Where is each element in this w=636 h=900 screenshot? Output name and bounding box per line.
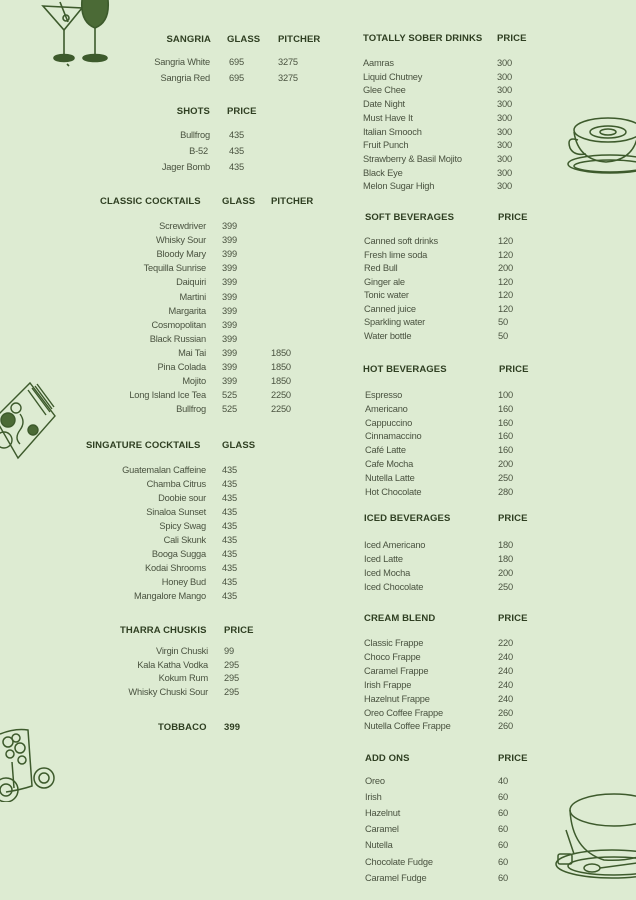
item-name: Bloody Mary — [156, 249, 206, 260]
item-price: 160 — [498, 417, 513, 428]
item-glass-price: 435 — [222, 465, 237, 475]
section-title: ADD ONS — [365, 753, 410, 764]
item-name: Kala Katha Vodka — [137, 659, 208, 670]
item-name: Honey Bud — [161, 577, 206, 587]
item-price: 60 — [498, 824, 508, 835]
item-name: Iced Chocolate — [364, 581, 424, 592]
item-name: Tequilla Sunrise — [143, 263, 206, 274]
item-price: 300 — [497, 153, 512, 164]
column-header-glass: GLASS — [227, 34, 261, 45]
item-price: 200 — [498, 263, 513, 273]
item-pitcher-price: 1850 — [271, 347, 291, 358]
item-pitcher-price: 1850 — [271, 376, 291, 387]
item-glass-price: 399 — [222, 291, 237, 302]
item-price: 435 — [229, 146, 244, 156]
coffee-cup-icon — [566, 112, 636, 177]
item-name: Spicy Swag — [159, 521, 206, 531]
item-price: 60 — [498, 840, 508, 851]
item-price: 60 — [498, 872, 508, 883]
item-name: Water bottle — [364, 330, 412, 341]
item-name: Mai Tai — [178, 347, 206, 358]
column-header-price: PRICE — [227, 106, 257, 117]
section-title: TOTALLY SOBER DRINKS — [363, 33, 483, 44]
item-price: 295 — [224, 687, 239, 698]
item-name: Iced Americano — [364, 540, 426, 550]
item-name: Cinnamaccino — [365, 431, 422, 442]
item-price: 180 — [498, 553, 513, 564]
item-name: Black Russian — [149, 333, 206, 344]
column-header-glass: GLASS — [222, 440, 256, 451]
item-price: 300 — [497, 99, 512, 110]
column-header-price: PRICE — [499, 364, 529, 375]
item-name: Liquid Chutney — [363, 71, 423, 82]
section-title: ICED BEVERAGES — [364, 513, 451, 524]
item-glass-price: 695 — [229, 57, 244, 67]
section-title: TOBBACO — [158, 722, 207, 733]
item-name: Americano — [365, 403, 408, 414]
column-header-price: PRICE — [498, 212, 528, 223]
item-glass-price: 399 — [222, 347, 237, 358]
item-price: 120 — [498, 236, 513, 246]
item-glass-price: 399 — [222, 235, 237, 246]
item-price: 160 — [498, 403, 513, 414]
item-glass-price: 399 — [222, 362, 237, 372]
item-name: Irish — [365, 792, 382, 803]
item-name: Guatemalan Caffeine — [122, 465, 206, 475]
section-title: HOT BEVERAGES — [363, 364, 447, 375]
item-price: 50 — [498, 330, 508, 341]
section-title: SOFT BEVERAGES — [365, 212, 455, 223]
item-name: Sangria Red — [160, 73, 210, 83]
item-price: 180 — [498, 540, 513, 550]
item-name: Iced Mocha — [364, 567, 411, 578]
item-price: 300 — [497, 167, 512, 178]
column-header-price: PRICE — [498, 753, 528, 764]
item-price: 300 — [497, 71, 512, 82]
item-name: Mojito — [182, 376, 206, 387]
item-name: Hot Chocolate — [365, 486, 422, 497]
item-name: Kokum Rum — [158, 673, 208, 684]
section-title: THARRA CHUSKIS — [120, 625, 207, 636]
item-pitcher-price: 1850 — [271, 362, 291, 372]
item-glass-price: 399 — [222, 319, 237, 330]
tobbaco-price: 399 — [224, 722, 241, 733]
section-title: CREAM BLEND — [364, 613, 436, 624]
item-price: 300 — [497, 112, 512, 123]
item-price: 300 — [497, 58, 512, 68]
item-name: Oreo — [365, 776, 385, 786]
item-price: 240 — [498, 679, 513, 690]
item-name: Whisky Chuski Sour — [128, 687, 208, 698]
item-name: Screwdriver — [159, 221, 206, 231]
item-price: 160 — [498, 445, 513, 456]
item-name: Long Island Ice Tea — [129, 390, 206, 401]
item-name: Booga Sugga — [151, 549, 206, 559]
item-price: 200 — [498, 459, 513, 469]
item-name: Caramel Frappe — [364, 665, 429, 676]
item-glass-price: 399 — [222, 305, 237, 316]
item-pitcher-price: 3275 — [278, 73, 298, 83]
item-glass-price: 435 — [222, 493, 237, 503]
item-name: Daiquiri — [176, 277, 206, 288]
item-price: 100 — [498, 390, 513, 400]
item-price: 220 — [498, 638, 513, 648]
item-price: 240 — [498, 651, 513, 662]
item-price: 300 — [497, 126, 512, 137]
tea-cup-icon — [554, 790, 636, 900]
item-price: 280 — [498, 486, 513, 497]
item-name: Irish Frappe — [364, 679, 412, 690]
item-glass-price: 525 — [222, 404, 237, 415]
item-glass-price: 435 — [222, 577, 237, 587]
item-price: 435 — [229, 130, 244, 140]
item-name: Pina Colada — [157, 362, 206, 372]
section-title: CLASSIC COCKTAILS — [100, 196, 201, 207]
item-name: Caramel Fudge — [365, 872, 427, 883]
item-name: Martini — [179, 291, 206, 302]
item-glass-price: 399 — [222, 333, 237, 344]
item-glass-price: 399 — [222, 249, 237, 260]
item-name: Ginger ale — [364, 276, 405, 287]
item-name: Chocolate Fudge — [365, 856, 433, 867]
item-name: Cafe Mocha — [365, 459, 414, 469]
item-price: 300 — [497, 140, 512, 151]
item-name: Fresh lime soda — [364, 249, 428, 260]
item-glass-price: 399 — [222, 263, 237, 274]
item-name: Black Eye — [363, 167, 403, 178]
item-name: Classic Frappe — [364, 638, 424, 648]
item-glass-price: 399 — [222, 376, 237, 387]
item-price: 295 — [224, 659, 239, 670]
column-header-price: PRICE — [498, 613, 528, 624]
item-glass-price: 435 — [222, 563, 237, 573]
item-name: Nutella Latte — [365, 472, 415, 483]
item-price: 300 — [497, 181, 512, 192]
column-header-price: PRICE — [498, 513, 528, 524]
glass-with-fruit-icon — [0, 720, 58, 802]
item-glass-price: 399 — [222, 277, 237, 288]
item-glass-price: 435 — [222, 535, 237, 545]
item-name: Fruit Punch — [363, 140, 409, 151]
item-price: 295 — [224, 673, 239, 684]
item-name: Canned juice — [364, 303, 416, 314]
item-price: 50 — [498, 317, 508, 327]
item-price: 120 — [498, 290, 513, 300]
item-glass-price: 399 — [222, 221, 237, 231]
column-header-price: PRICE — [497, 33, 527, 44]
juice-jar-icon — [0, 378, 60, 468]
item-name: B-52 — [189, 146, 208, 156]
item-name: Canned soft drinks — [364, 236, 438, 246]
section-title: SANGRIA — [166, 34, 211, 45]
item-price: 240 — [498, 693, 513, 704]
item-name: Sinaloa Sunset — [146, 507, 206, 517]
item-glass-price: 695 — [229, 73, 244, 83]
item-name: Virgin Chuski — [155, 646, 208, 656]
item-price: 435 — [229, 162, 244, 172]
item-name: Strawberry & Basil Mojito — [363, 153, 462, 164]
column-header-pitcher: PITCHER — [278, 34, 321, 45]
item-price: 120 — [498, 249, 513, 260]
item-name: Whisky Sour — [156, 235, 206, 246]
item-name: Bullfrog — [180, 130, 210, 140]
item-price: 99 — [224, 646, 234, 656]
item-glass-price: 435 — [222, 591, 237, 601]
item-price: 260 — [498, 707, 513, 718]
item-name: Hazelnut Frappe — [364, 693, 430, 704]
item-price: 240 — [498, 665, 513, 676]
item-name: Aamras — [363, 58, 394, 68]
item-glass-price: 435 — [222, 549, 237, 559]
item-name: Espresso — [365, 390, 403, 400]
item-pitcher-price: 3275 — [278, 57, 298, 67]
item-price: 250 — [498, 581, 513, 592]
column-header-pitcher: PITCHER — [271, 196, 314, 207]
item-price: 300 — [497, 85, 512, 96]
section-title: SINGATURE COCKTAILS — [86, 440, 201, 451]
item-name: Red Bull — [364, 263, 398, 273]
item-name: Oreo Coffee Frappe — [364, 707, 443, 718]
item-name: Kodai Shrooms — [145, 563, 206, 573]
item-price: 160 — [498, 431, 513, 442]
item-name: Cosmopolitan — [151, 319, 206, 330]
item-price: 260 — [498, 721, 513, 732]
item-name: Sparkling water — [364, 317, 426, 327]
item-name: Must Have It — [363, 112, 413, 123]
item-pitcher-price: 2250 — [271, 404, 291, 415]
item-glass-price: 435 — [222, 479, 237, 489]
item-name: Iced Latte — [364, 553, 403, 564]
item-price: 200 — [498, 567, 513, 578]
item-name: Sangria White — [154, 57, 210, 67]
item-pitcher-price: 2250 — [271, 390, 291, 401]
item-name: Melon Sugar High — [363, 181, 435, 192]
column-header-glass: GLASS — [222, 196, 256, 207]
item-name: Doobie sour — [158, 493, 206, 503]
item-name: Chamba Citrus — [146, 479, 206, 489]
item-price: 120 — [498, 276, 513, 287]
item-glass-price: 435 — [222, 507, 237, 517]
item-name: Hazelnut — [365, 808, 401, 819]
section-title: SHOTS — [176, 106, 210, 117]
item-price: 60 — [498, 792, 508, 803]
item-glass-price: 525 — [222, 390, 237, 401]
item-price: 120 — [498, 303, 513, 314]
item-name: Caramel — [365, 824, 399, 835]
item-name: Cali Skunk — [163, 535, 206, 545]
column-header-price: PRICE — [224, 625, 254, 636]
item-name: Cappuccino — [365, 417, 413, 428]
item-name: Jager Bomb — [161, 162, 210, 172]
item-price: 60 — [498, 808, 508, 819]
item-name: Nutella Coffee Frappe — [364, 721, 451, 732]
item-name: Mangalore Mango — [134, 591, 206, 601]
item-name: Café Latte — [365, 445, 406, 456]
item-name: Glee Chee — [363, 85, 406, 96]
item-name: Choco Frappe — [364, 651, 421, 662]
item-price: 40 — [498, 776, 508, 786]
item-name: Nutella — [365, 840, 393, 851]
item-price: 60 — [498, 856, 508, 867]
item-name: Margarita — [168, 305, 206, 316]
item-name: Tonic water — [364, 290, 409, 300]
item-price: 250 — [498, 472, 513, 483]
item-name: Bullfrog — [176, 404, 206, 415]
item-name: Date Night — [363, 99, 405, 110]
item-name: Italian Smooch — [363, 126, 422, 137]
item-glass-price: 435 — [222, 521, 237, 531]
